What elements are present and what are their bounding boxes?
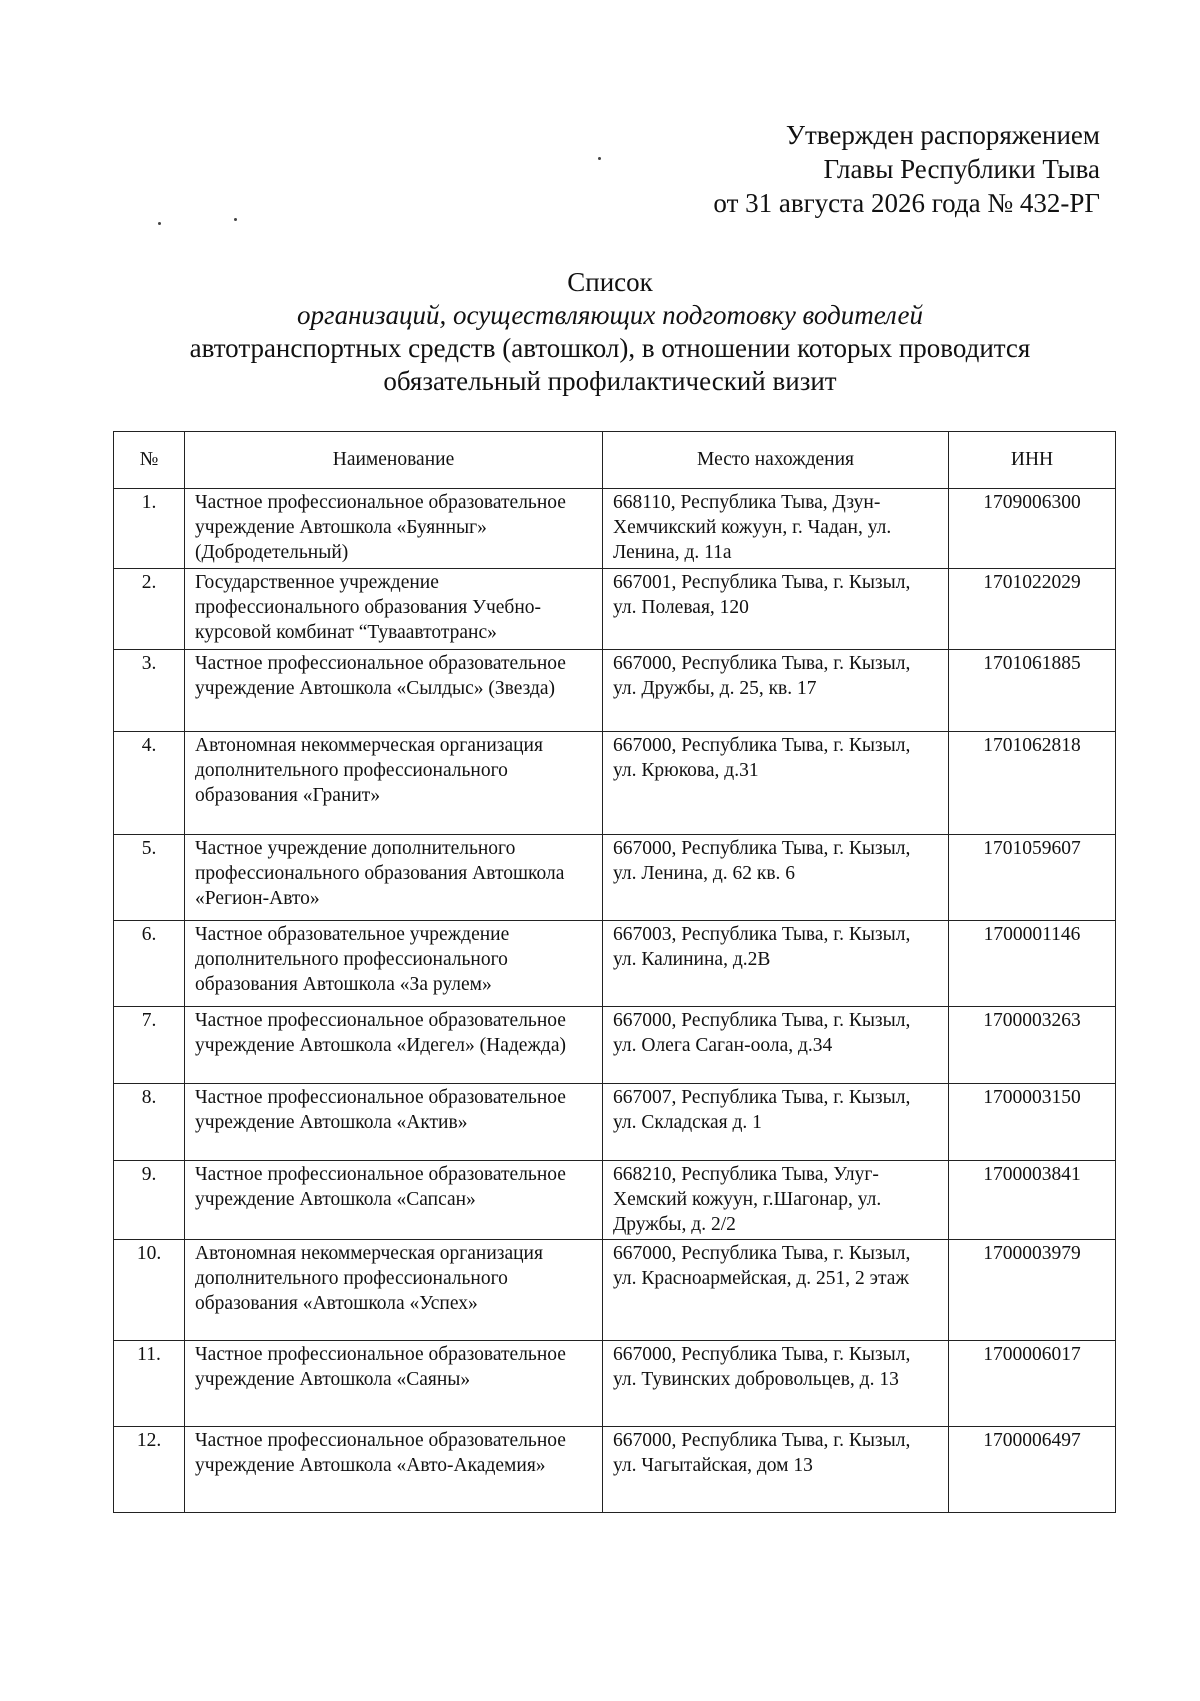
row-inn: 1701059607 (949, 835, 1116, 921)
row-number: 7. (114, 1007, 185, 1084)
row-name: Автономная некоммерческая организация дополнительного профессионального образования «Гранит» (185, 732, 603, 835)
table-row (114, 650, 1116, 732)
scan-speck (234, 218, 237, 221)
row-name: Государственное учреждение профессионального образования Учебно-курсовой комбинат “Туваавтотранс» (185, 569, 603, 650)
table-body (114, 489, 1116, 1513)
header-inn: ИНН (949, 432, 1116, 489)
row-address: 667000, Республика Тыва, г. Кызыл, ул. Олега Саган-оола, д.34 (603, 1007, 949, 1084)
title-line-2: организаций, осуществляющих подготовку водителей (297, 300, 923, 330)
table-row (114, 1341, 1116, 1427)
approval-stamp (660, 118, 1100, 220)
scan-speck (158, 222, 161, 225)
row-inn: 1700003263 (949, 1007, 1116, 1084)
row-address: 667000, Республика Тыва, г. Кызыл, ул. Красноармейская, д. 251, 2 этаж (603, 1240, 949, 1341)
row-name: Частное профессиональное образовательное учреждение Автошкола «Сылдыс» (Звезда) (185, 650, 603, 732)
table-row (114, 1427, 1116, 1513)
title-line-4: обязательный профилактический визит (383, 366, 837, 396)
approval-line-1: Утвержден распоряжением (785, 120, 1100, 150)
row-name: Частное профессиональное образовательное учреждение Автошкола «Авто-Академия» (185, 1427, 603, 1513)
row-name: Частное образовательное учреждение дополнительного профессионального образования Автошкола «За рулем» (185, 921, 603, 1007)
approval-line-3: от 31 августа 2026 года № 432-РГ (713, 188, 1100, 218)
row-number: 11. (114, 1341, 185, 1427)
row-inn: 1709006300 (949, 489, 1116, 569)
row-inn: 1701062818 (949, 732, 1116, 835)
row-address: 667000, Республика Тыва, г. Кызыл, ул. Тувинских добровольцев, д. 13 (603, 1341, 949, 1427)
header-address: Место нахождения (603, 432, 949, 489)
row-number: 2. (114, 569, 185, 650)
table-row (114, 569, 1116, 650)
row-name: Частное профессиональное образовательное учреждение Автошкола «Буянныг» (Добродетельный) (185, 489, 603, 569)
title-line-3: автотранспортных средств (автошкол), в отношении которых проводится (189, 333, 1031, 363)
row-inn: 1700006497 (949, 1427, 1116, 1513)
approval-line-2: Главы Республики Тыва (823, 154, 1100, 184)
table-row (114, 489, 1116, 569)
table-header-row (114, 432, 1116, 489)
table-row (114, 835, 1116, 921)
row-number: 8. (114, 1084, 185, 1161)
table-row (114, 1161, 1116, 1240)
row-inn: 1701022029 (949, 569, 1116, 650)
row-name: Частное профессиональное образовательное учреждение Автошкола «Идегел» (Надежда) (185, 1007, 603, 1084)
row-address: 668110, Республика Тыва, Дзун-Хемчикский кожуун, г. Чадан, ул. Ленина, д. 11а (603, 489, 949, 569)
row-address: 667001, Республика Тыва, г. Кызыл, ул. Полевая, 120 (603, 569, 949, 650)
row-number: 3. (114, 650, 185, 732)
table-row (114, 921, 1116, 1007)
table-row (114, 1084, 1116, 1161)
row-address: 668210, Республика Тыва, Улуг-Хемский кожуун, г.Шагонар, ул. Дружбы, д. 2/2 (603, 1161, 949, 1240)
row-number: 5. (114, 835, 185, 921)
row-inn: 1700003979 (949, 1240, 1116, 1341)
row-inn: 1700003150 (949, 1084, 1116, 1161)
row-name: Автономная некоммерческая организация дополнительного профессионального образования «Автошкола «Успех» (185, 1240, 603, 1341)
row-address: 667003, Республика Тыва, г. Кызыл, ул. Калинина, д.2В (603, 921, 949, 1007)
row-number: 6. (114, 921, 185, 1007)
row-name: Частное учреждение дополнительного профессионального образования Автошкола «Регион-Авто» (185, 835, 603, 921)
table-row (114, 1240, 1116, 1341)
row-inn: 1700001146 (949, 921, 1116, 1007)
row-address: 667000, Республика Тыва, г. Кызыл, ул. Дружбы, д. 25, кв. 17 (603, 650, 949, 732)
row-number: 4. (114, 732, 185, 835)
row-name: Частное профессиональное образовательное учреждение Автошкола «Сапсан» (185, 1161, 603, 1240)
organizations-table (113, 431, 1116, 1513)
row-name: Частное профессиональное образовательное учреждение Автошкола «Актив» (185, 1084, 603, 1161)
table-row (114, 732, 1116, 835)
table-row (114, 1007, 1116, 1084)
scan-speck (598, 157, 601, 160)
row-name: Частное профессиональное образовательное учреждение Автошкола «Саяны» (185, 1341, 603, 1427)
row-number: 10. (114, 1240, 185, 1341)
header-name: Наименование (185, 432, 603, 489)
row-address: 667007, Республика Тыва, г. Кызыл, ул. Складская д. 1 (603, 1084, 949, 1161)
row-inn: 1700006017 (949, 1341, 1116, 1427)
row-inn: 1700003841 (949, 1161, 1116, 1240)
row-address: 667000, Республика Тыва, г. Кызыл, ул. Ленина, д. 62 кв. 6 (603, 835, 949, 921)
row-number: 9. (114, 1161, 185, 1240)
row-address: 667000, Республика Тыва, г. Кызыл, ул. Чагытайская, дом 13 (603, 1427, 949, 1513)
document-title (100, 266, 1120, 398)
row-number: 1. (114, 489, 185, 569)
row-inn: 1701061885 (949, 650, 1116, 732)
header-number: № (114, 432, 185, 489)
title-line-1: Список (567, 267, 653, 297)
row-address: 667000, Республика Тыва, г. Кызыл, ул. Крюкова, д.31 (603, 732, 949, 835)
row-number: 12. (114, 1427, 185, 1513)
